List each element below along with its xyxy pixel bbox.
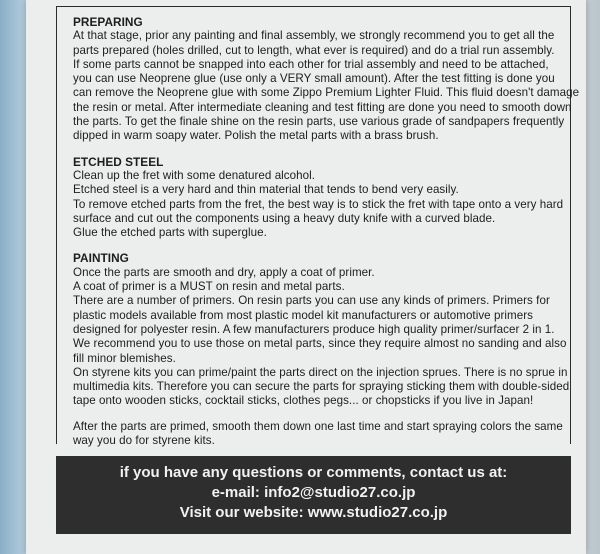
preparing-line: parts prepared (holes drilled, cut to length, what ever is required) and do a trial run assembly.: [73, 43, 555, 57]
etched-steel-line: To remove etched parts from the fret, the best way is to stick the fret with tape onto a very hard: [73, 197, 564, 211]
etched-steel-line: surface and cut out the components using a heavy duty knife with a curved blade.: [73, 211, 496, 225]
etched-steel-line: Etched steel is a very hard and thin material that tends to bend very easily.: [73, 183, 459, 197]
preparing-line: dipped in warm soapy water. Polish the metal parts with a brass brush.: [73, 129, 439, 143]
painting-line: multimedia kits. Therefore you can secure the parts for spraying sticking them with double-sided: [73, 380, 570, 394]
preparing-line: can remove the Neoprene glue with some Zippo Premium Lighter Fluid. This fluid doesn't damage: [73, 86, 580, 100]
painting-title: PAINTING: [73, 251, 129, 266]
painting-line: Once the parts are smooth and dry, apply a coat of primer.: [73, 265, 375, 279]
etched-steel-line: Clean up the fret with some denatured alcohol.: [73, 168, 316, 182]
etched-steel-text: [73, 168, 564, 240]
website-address: Visit our website: www.studio27.co.jp: [179, 504, 448, 521]
painting-after-line: After the parts are primed, smooth them down one last time and start spraying colors the same: [73, 419, 563, 433]
instructions-box: [56, 6, 580, 448]
painting-line: fill minor blemishes.: [73, 351, 176, 365]
painting-line: designed for polyester resin. A few manufacturers produce high quality primer/surfacer 2 in 1.: [73, 322, 555, 336]
email-address: e-mail: info2@studio27.co.jp: [211, 484, 416, 501]
preparing-line: the resin or metal. After intermediate cleaning and test fitting are done you need to smooth down: [73, 100, 572, 114]
contact-banner: [56, 456, 571, 534]
preparing-line: At that stage, prior any painting and final assembly, we strongly recommend you to get all the: [73, 29, 555, 43]
painting-line: On styrene kits you can prime/paint the parts direct on the injection sprues. There is no sprue in: [73, 365, 568, 379]
painting-line: There are a number of primers. On resin parts you can use any kinds of primers. Primers for: [73, 294, 550, 308]
painting-line: plastic models available from most plastic model kit manufacturers or automotive primers: [73, 308, 533, 322]
painting-line: We recommend you to use those on metal parts, since they require almost no sanding and also: [73, 337, 567, 351]
preparing-line: the parts. To get the finale shine on the resin parts, use various grade of sandpapers frequently: [73, 115, 565, 129]
etched-steel-line: Glue the etched parts with superglue.: [73, 226, 267, 240]
etched-steel-title: ETCHED STEEL: [73, 154, 164, 169]
painting-line: A coat of primer is a MUST on resin and metal parts.: [73, 280, 345, 294]
painting-after-line: way you do for styrene kits.: [73, 434, 215, 448]
painting-after-text: [73, 419, 563, 449]
preparing-line: you can use Neoprene glue (use only a VERY small amount). After the test fitting is done you: [73, 72, 555, 86]
painting-line: tape onto wooden sticks, cocktail sticks, clothes pegs... or chopsticks if you live in Japan!: [73, 394, 534, 408]
instruction-sheet: [26, 0, 586, 554]
preparing-line: If some parts cannot be snapped into each other for trial assembly and need to be attached,: [73, 57, 549, 71]
preparing-text: [73, 29, 580, 143]
preparing-title: PREPARING: [73, 15, 143, 29]
contact-heading: if you have any questions or comments, contact us at:: [119, 464, 508, 481]
painting-text: [73, 265, 570, 409]
